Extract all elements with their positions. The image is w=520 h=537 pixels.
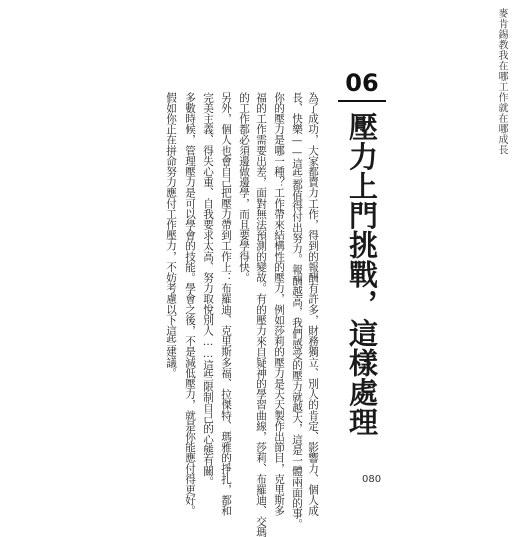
- page-number: 080: [362, 474, 382, 485]
- body-line-2: 長、快樂——這些都值得付出努力。報酬越高，我們感受的壓力就越大，這是一體兩面的事。: [291, 92, 303, 530]
- chapter-number: 06: [345, 69, 379, 97]
- chapter-number-underline: [338, 100, 386, 102]
- body-line-9: 假如你正在拼命努力應付工作壓力，不妨考慮以下這些建議。: [165, 92, 177, 379]
- running-header: 麥肯錫教我在哪工作就在哪成長: [496, 8, 507, 155]
- body-line-1: 為了成功，大家都賣力工作，得到的報酬有許多，財務獨立、別人的肯定、影響力、個人成: [307, 92, 319, 516]
- body-line-6: 另外，個人也會自己把壓力帶到工作上：布羅迪、克里斯多福、拉傑特、瑪雅的掙扎，都和: [220, 92, 232, 516]
- body-line-4: 福的工作需要出差，面對無法預測的變故。有的壓力來自疑神的學習曲線，莎莉、布羅迪、交瑪: [255, 92, 267, 537]
- body-line-3: 你的壓力是哪一種？工作帶來結構性的壓力，例如莎莉的壓力是天天製作出節目，克里斯多: [273, 92, 285, 516]
- body-line-7: 完美主義、得失心重、自我要求太高、努力取悅別人……這些限制自己的心態有關。: [202, 92, 214, 487]
- body-line-5: 的工作都必須邊做邊學，而且要學得快。: [238, 92, 250, 283]
- chapter-title: 壓力上門挑戰，這樣處理: [345, 112, 379, 437]
- body-line-8: 多數時候，管理壓力是可以學會的技能。學會之後，不是減低壓力，就是你能應付得更好。: [184, 92, 196, 516]
